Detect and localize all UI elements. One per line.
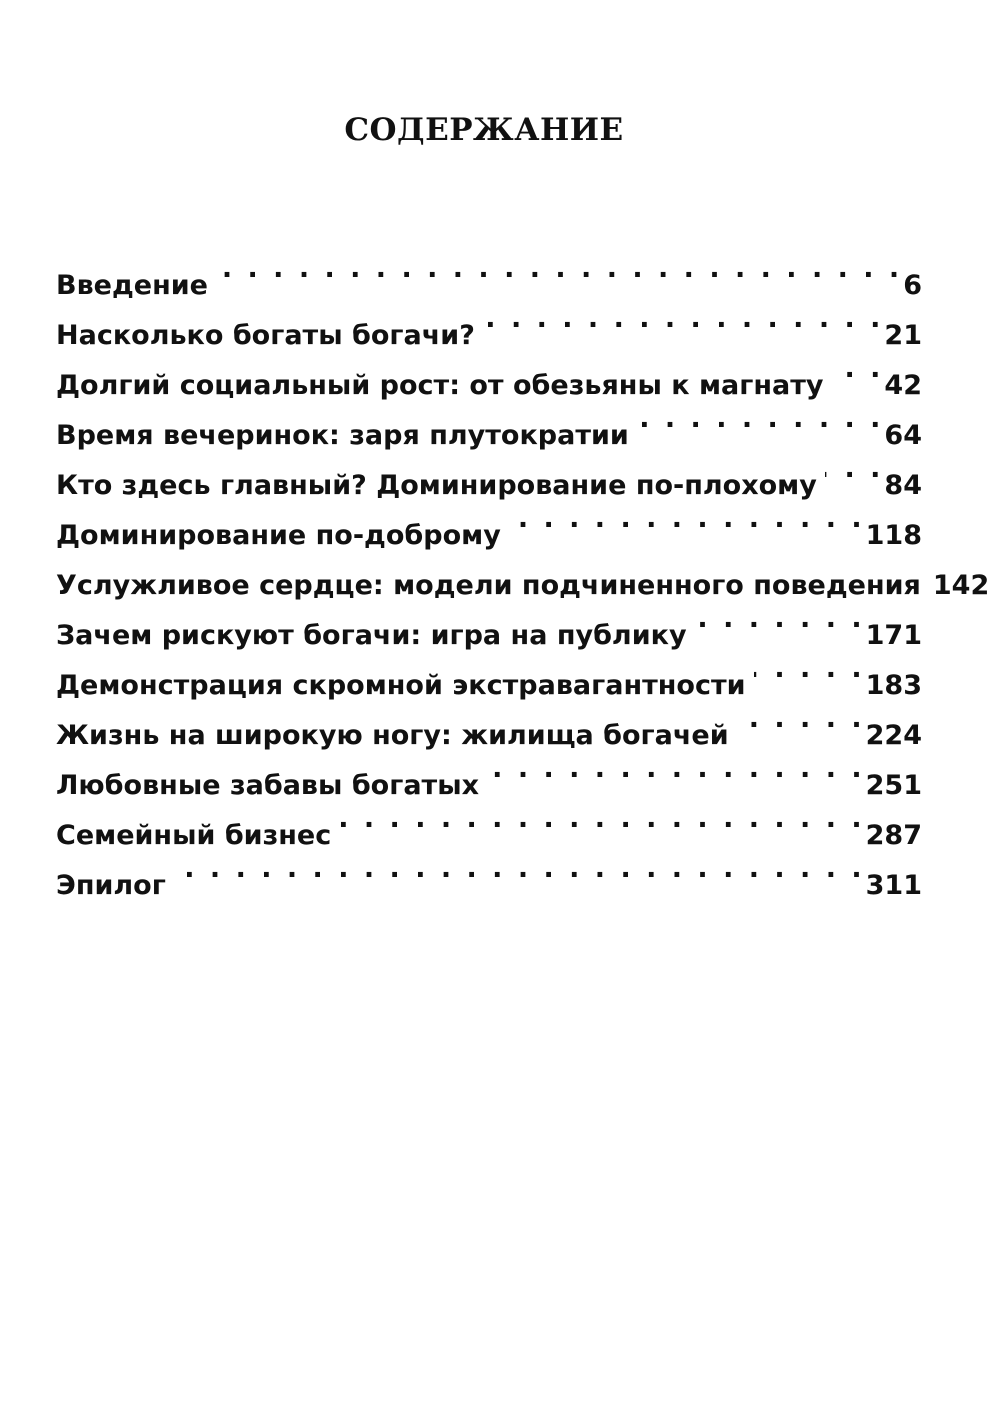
toc-entry-page: 224 [865, 720, 922, 751]
toc-entry-title: Демонстрация скромной экстравагантности [56, 670, 746, 701]
dot-leader [737, 694, 862, 744]
toc-entry-title: Любовные забавы богатых [56, 770, 480, 801]
dot-leader [509, 494, 862, 544]
toc-heading: СОДЕРЖАНИЕ [344, 112, 624, 148]
toc-entry-title: Эпилог [56, 870, 166, 901]
dot-leader [487, 744, 862, 794]
toc-entry-title: Долгий социальный рост: от обезьяны к магнату [56, 370, 824, 401]
toc-entry-page: 64 [884, 420, 922, 451]
dot-leader [174, 844, 862, 894]
dot-leader [216, 244, 899, 294]
toc-entry-page: 251 [865, 770, 922, 801]
toc-entry-title: Введение [56, 270, 208, 301]
toc-entry-page: 42 [884, 370, 922, 401]
toc-entry-page: 287 [865, 820, 922, 851]
toc-entry [56, 244, 922, 301]
toc-entry-title: Жизнь на широкую ногу: жилища богачей [56, 720, 729, 751]
toc-entry [56, 844, 922, 901]
dot-leader [754, 644, 862, 694]
dot-leader [483, 294, 881, 344]
dot-leader [339, 794, 861, 844]
toc-entry-title: Время вечеринок: заря плутократии [56, 420, 629, 451]
dot-leader [637, 394, 881, 444]
toc-entry-page: 171 [865, 620, 922, 651]
toc-entry-page: 142 [932, 570, 990, 601]
dot-leader [832, 344, 881, 394]
toc-entry-title: Доминирование по-доброму [56, 520, 501, 551]
dot-leader [825, 444, 881, 494]
table-of-contents [56, 244, 990, 901]
toc-entry-page: 311 [865, 870, 922, 901]
toc-entry-page: 183 [865, 670, 922, 701]
toc-entry-title: Зачем рискуют богачи: игра на публику [56, 620, 687, 651]
dot-leader [695, 594, 862, 644]
toc-entry-page: 118 [865, 520, 922, 551]
toc-entry-title: Кто здесь главный? Доминирование по-плохому [56, 470, 817, 501]
toc-entry-page: 21 [884, 320, 922, 351]
toc-entry-title: Семейный бизнес [56, 820, 332, 851]
toc-entry-title: Насколько богаты богачи? [56, 320, 475, 351]
toc-entry-title: Услужливое сердце: модели подчиненного поведения [56, 570, 921, 601]
toc-entry-page: 84 [884, 470, 922, 501]
toc-entry-page: 6 [903, 270, 922, 301]
